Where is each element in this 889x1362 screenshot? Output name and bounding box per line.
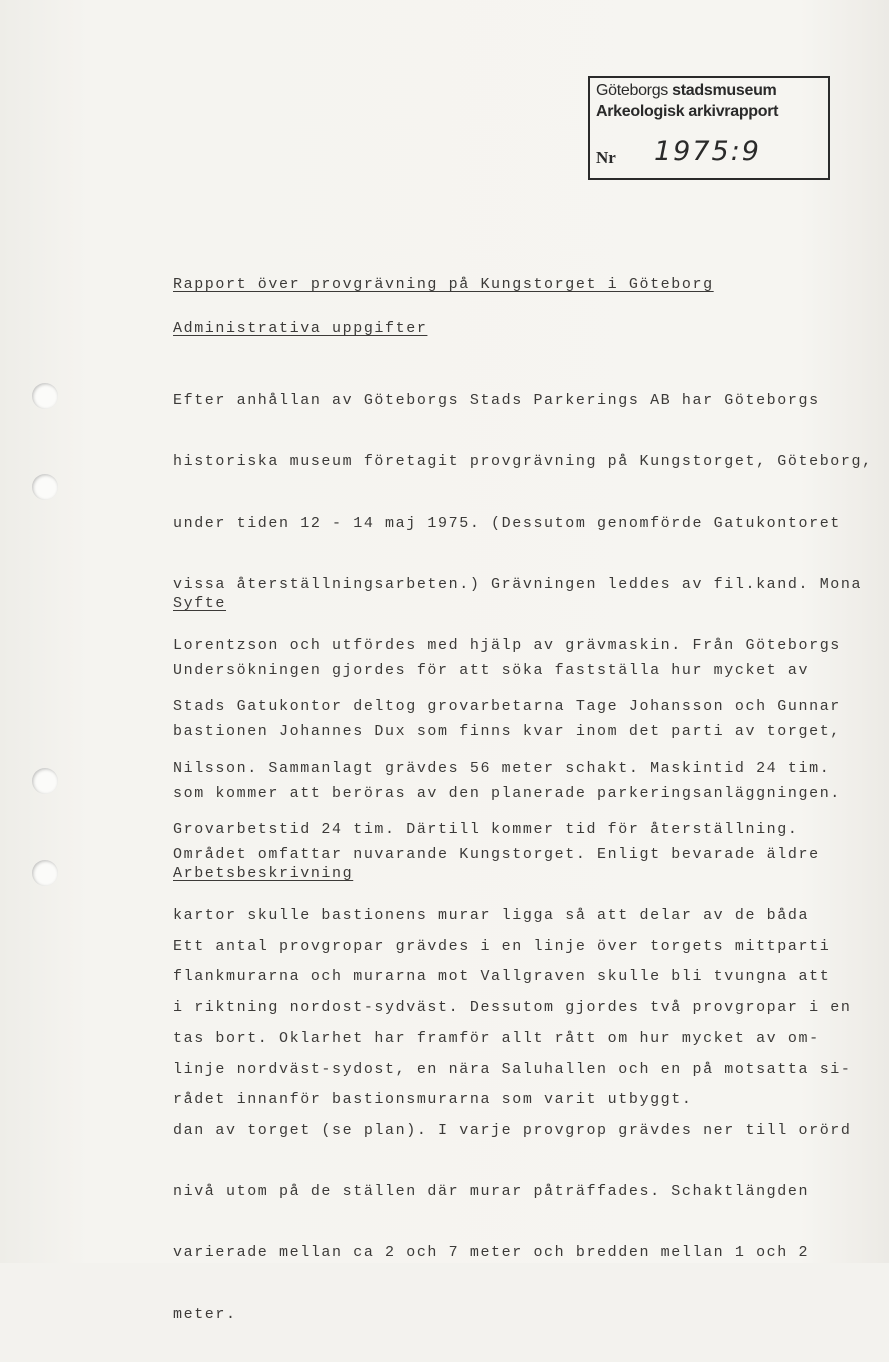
- text-line: kartor skulle bastionens murar ligga så att delar av de båda: [173, 907, 810, 925]
- text-line: varierade mellan ca 2 och 7 meter och bredden mellan 1 och 2: [173, 1244, 810, 1262]
- section-heading: Syfte: [173, 595, 227, 612]
- text-line: Ett antal provgropar grävdes i en linje över torgets mittparti: [173, 938, 831, 955]
- text-line: bastionen Johannes Dux som finns kvar inom det parti av torget,: [173, 723, 841, 741]
- text-line: Området omfattar nuvarande Kungstorget. Enligt bevarade äldre: [173, 845, 820, 863]
- text-line: nivå utom på de ställen där murar påträffades. Schaktlängden: [173, 1183, 810, 1201]
- stamp-nr-value: 1975:9: [654, 136, 761, 167]
- text-line: Efter anhållan av Göteborgs Stads Parkerings AB har Göteborgs: [173, 392, 820, 409]
- punch-hole: [32, 383, 58, 409]
- stamp-city: Göteborgs: [596, 82, 669, 99]
- punch-hole: [32, 768, 58, 794]
- text-line: vissa återställningsarbeten.) Grävningen leddes av fil.kand. Mona: [173, 575, 863, 593]
- section-heading: Administrativa uppgifter: [173, 320, 428, 337]
- stamp-museum: stadsmuseum: [672, 82, 777, 99]
- text-line: flankmurarna och murarna mot Vallgraven skulle bli tvungna att: [173, 968, 831, 986]
- text-line: som kommer att beröras av den planerade parkeringsanläggningen.: [173, 784, 841, 802]
- text-line: i riktning nordost-sydväst. Dessutom gjordes två provgropar i en: [173, 999, 852, 1017]
- section-paragraph: [173, 899, 852, 1362]
- text-line: Stads Gatukontor deltog grovarbetarna Tage Johansson och Gunnar: [173, 698, 841, 716]
- section-heading: Arbetsbeskrivning: [173, 865, 354, 882]
- text-line: linje nordväst-sydost, en nära Saluhallen och en på motsatta si-: [173, 1060, 852, 1078]
- text-line: under tiden 12 - 14 maj 1975. (Dessutom genomförde Gatukontoret: [173, 514, 841, 532]
- punch-hole: [32, 860, 58, 886]
- stamp-nr-label: Nr: [596, 148, 616, 167]
- stamp-line-2: Arkeologisk arkivrapport: [596, 103, 779, 120]
- text-line: Grovarbetstid 24 tim. Därtill kommer tid för återställning.: [173, 821, 799, 839]
- text-line: Lorentzson och utfördes med hjälp av grävmaskin. Från Göteborgs: [173, 637, 841, 655]
- punch-hole: [32, 474, 58, 500]
- text-line: rådet innanför bastionsmurarna som varit utbyggt.: [173, 1091, 693, 1109]
- text-line: tas bort. Oklarhet har framför allt rått om hur mycket av om-: [173, 1029, 820, 1047]
- text-line: historiska museum företagit provgrävning på Kungstorget, Göteborg,: [173, 453, 873, 471]
- text-line: Undersökningen gjordes för att söka fastställa hur mycket av: [173, 662, 810, 679]
- text-line: Nilsson. Sammanlagt grävdes 56 meter schakt. Maskintid 24 tim.: [173, 759, 831, 777]
- text-line: meter.: [173, 1305, 237, 1323]
- stamp-line-1: [596, 82, 776, 100]
- text-line: dan av torget (se plan). I varje provgrop grävdes ner till orörd: [173, 1121, 852, 1139]
- archive-stamp: [588, 76, 830, 180]
- document-title: Rapport över provgrävning på Kungstorget i Göteborg: [173, 276, 714, 293]
